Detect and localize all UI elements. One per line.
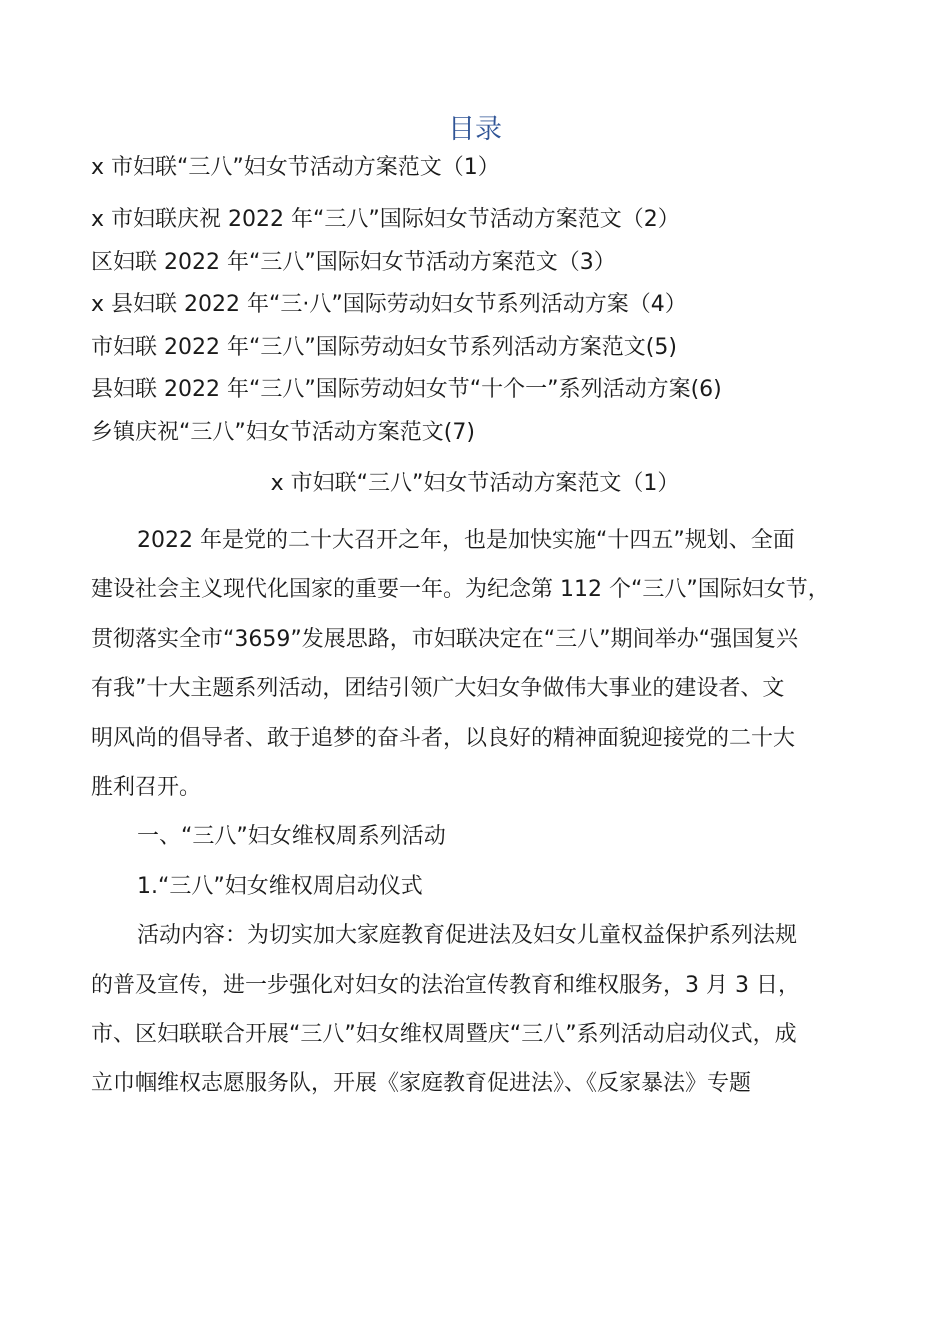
paragraph-line: 立巾帼维权志愿服务队，开展《家庭教育促进法》、《反家暴法》专题 — [91, 1071, 752, 1097]
toc-item[interactable]: x 县妇联 2022 年“三·八”国际劳动妇女节系列活动方案（4） — [91, 292, 687, 317]
toc-item[interactable]: 乡镇庆祝“三八”妇女节活动方案范文(7) — [91, 419, 475, 445]
toc-item[interactable]: 市妇联 2022 年“三八”国际劳动妇女节系列活动方案范文(5) — [91, 334, 677, 360]
subsection-heading: 1.“三八”妇女维权周启动仪式 — [137, 873, 423, 899]
paragraph-line: 建设社会主义现代化国家的重要一年。为纪念第 112 个“三八”国际妇女节， — [91, 577, 830, 603]
paragraph-line: 有我”十大主题系列活动，团结引领广大妇女争做伟大事业的建设者、文 — [91, 676, 785, 702]
activity-paragraph — [91, 911, 881, 1109]
paragraph-line: 明风尚的倡导者、敢于追梦的奋斗者，以良好的精神面貌迎接党的二十大 — [91, 725, 796, 751]
toc-list — [91, 148, 891, 455]
paragraph-line: 的普及宣传，进一步强化对妇女的法治宣传教育和维权服务，3 月 3 日， — [91, 972, 800, 998]
toc-item[interactable]: 县妇联 2022 年“三八”国际劳动妇女节“十个一”系列活动方案(6) — [91, 377, 722, 402]
toc-item[interactable]: 区妇联 2022 年“三八”国际妇女节活动方案范文（3） — [91, 249, 616, 275]
section-heading: 一、“三八”妇女维权周系列活动 — [137, 824, 446, 850]
paragraph-line: 胜利召开。 — [91, 774, 202, 800]
paragraph-line: 2022 年是党的二十大召开之年，也是加快实施“十四五”规划、全面 — [137, 528, 795, 553]
toc-heading: 目录 — [448, 114, 502, 145]
paragraph-line: 贯彻落实全市“3659”发展思路，市妇联决定在“三八”期间举办“强国复兴 — [91, 626, 798, 652]
article-title: x 市妇联“三八”妇女节活动方案范文（1） — [270, 471, 680, 496]
intro-paragraph — [91, 516, 881, 812]
paragraph-line: 市、区妇联联合开展“三八”妇女维权周暨庆“三八”系列活动启动仪式，成 — [91, 1021, 797, 1047]
paragraph-line: 活动内容：为切实加大家庭教育促进法及妇女儿童权益保护系列法规 — [137, 923, 798, 949]
toc-item[interactable]: x 市妇联庆祝 2022 年“三八”国际妇女节活动方案范文（2） — [91, 207, 680, 232]
toc-item[interactable]: x 市妇联“三八”妇女节活动方案范文（1） — [91, 155, 500, 180]
article-body — [91, 516, 881, 1109]
